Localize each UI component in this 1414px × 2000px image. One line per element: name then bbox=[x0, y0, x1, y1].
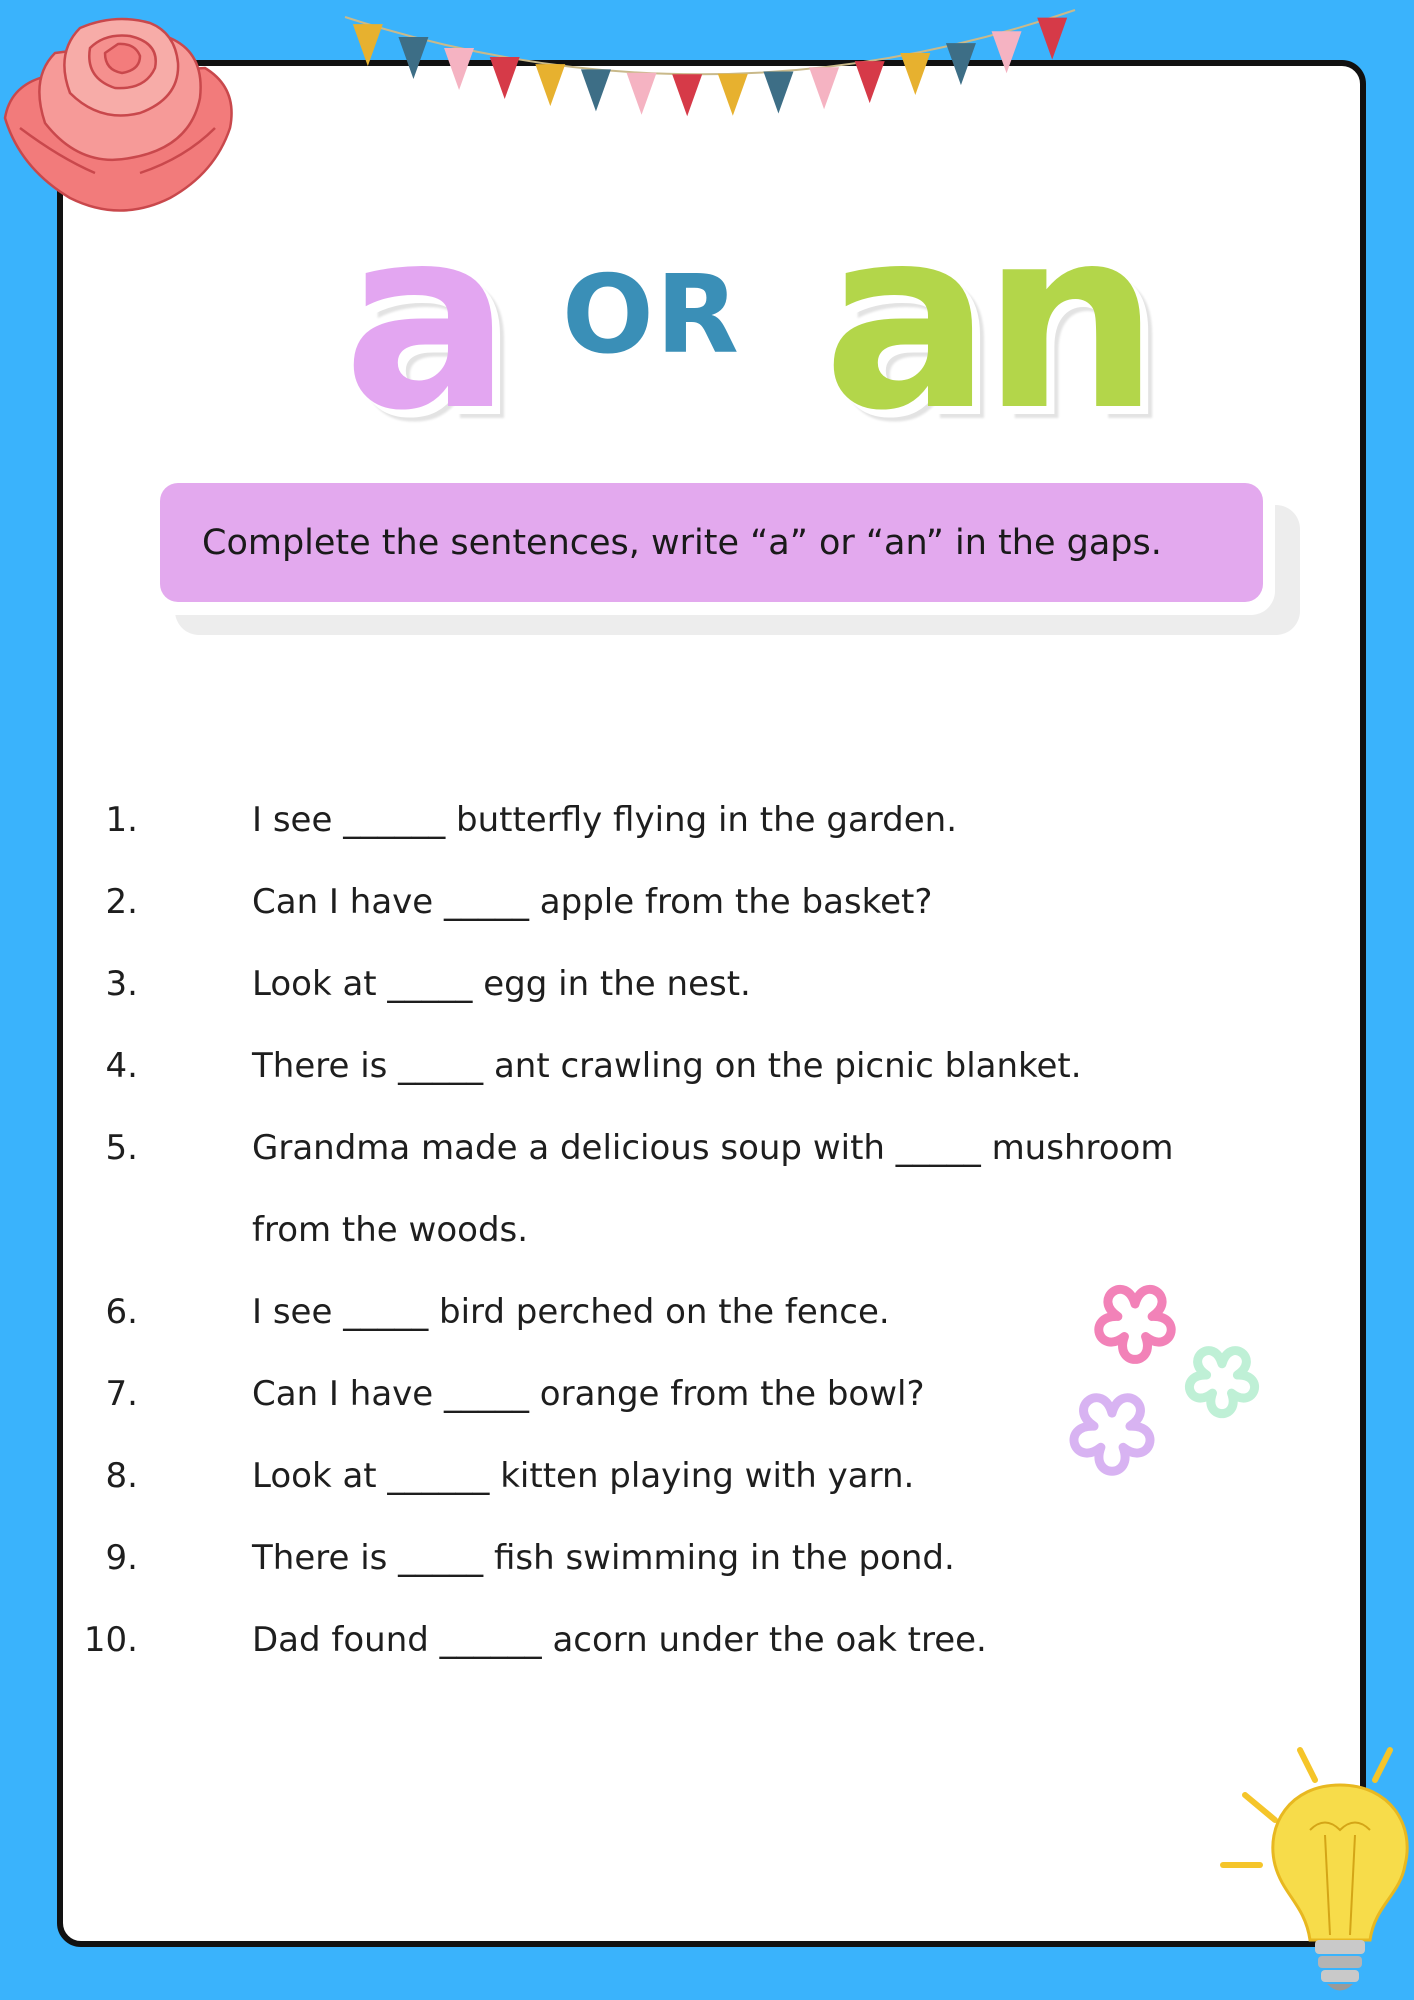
bunting-flag bbox=[490, 57, 520, 99]
item-number: 7. bbox=[105, 1374, 138, 1414]
bunting-flag bbox=[535, 64, 565, 106]
flower-outlines-icon bbox=[1060, 1270, 1260, 1490]
item-text-continued: from the woods. bbox=[252, 1210, 529, 1250]
flower-outline-icon bbox=[1074, 1398, 1150, 1472]
bunting-flag bbox=[809, 67, 839, 109]
bunting-flag bbox=[353, 24, 383, 66]
item-number: 3. bbox=[105, 964, 138, 1004]
item-number: 9. bbox=[105, 1538, 138, 1578]
bunting-flag bbox=[581, 69, 611, 111]
bunting-flag bbox=[627, 73, 657, 115]
bunting-flags bbox=[340, 5, 1080, 150]
item-text: Grandma made a delicious soup with _____ mushroom bbox=[252, 1128, 1174, 1168]
bunting-flag bbox=[946, 43, 976, 85]
item-number: 6. bbox=[105, 1292, 138, 1332]
title-word-a: a bbox=[343, 174, 512, 465]
bunting-flag bbox=[398, 37, 428, 79]
list-item bbox=[0, 964, 1300, 1046]
item-number: 1. bbox=[105, 800, 138, 840]
title-word-an: an bbox=[823, 174, 1150, 465]
list-item bbox=[0, 1538, 1300, 1620]
list-item bbox=[0, 882, 1300, 964]
item-text: Look at ______ kitten playing with yarn. bbox=[252, 1456, 915, 1496]
item-number: 5. bbox=[105, 1128, 138, 1168]
list-item bbox=[0, 1128, 1300, 1292]
lightbulb-icon bbox=[1215, 1735, 1414, 2000]
item-text: There is _____ fish swimming in the pond. bbox=[252, 1538, 955, 1578]
flower-outline-icon bbox=[1189, 1351, 1254, 1414]
item-number: 4. bbox=[105, 1046, 138, 1086]
title-word-or: OR bbox=[562, 253, 741, 378]
item-text: I see _____ bird perched on the fence. bbox=[252, 1292, 890, 1332]
item-number: 8. bbox=[105, 1456, 138, 1496]
bunting-flag bbox=[900, 53, 930, 95]
item-text: There is _____ ant crawling on the picnic blanket. bbox=[252, 1046, 1082, 1086]
bunting-flag bbox=[992, 31, 1022, 73]
item-text: Dad found ______ acorn under the oak tree. bbox=[252, 1620, 987, 1660]
bunting-flag bbox=[444, 48, 474, 90]
list-item bbox=[0, 1620, 1300, 1702]
item-text: Can I have _____ orange from the bowl? bbox=[252, 1374, 925, 1414]
list-item bbox=[0, 800, 1300, 882]
bunting-flag bbox=[763, 71, 793, 113]
rose-icon bbox=[0, 8, 240, 223]
instruction-box bbox=[160, 483, 1263, 602]
list-item bbox=[0, 1046, 1300, 1128]
bunting-flag bbox=[718, 74, 748, 116]
title-banner bbox=[0, 174, 1414, 465]
bunting-flag bbox=[855, 61, 885, 103]
flower-outline-icon bbox=[1099, 1289, 1171, 1359]
item-text: Can I have _____ apple from the basket? bbox=[252, 882, 933, 922]
item-number: 2. bbox=[105, 882, 138, 922]
bunting-flag bbox=[1037, 18, 1067, 60]
instruction-text: Complete the sentences, write “a” or “an” in the gaps. bbox=[202, 522, 1162, 563]
bunting-flag bbox=[672, 74, 702, 116]
item-number: 10. bbox=[83, 1620, 138, 1660]
item-text: Look at _____ egg in the nest. bbox=[252, 964, 751, 1004]
item-text: I see ______ butterfly flying in the garden. bbox=[252, 800, 958, 840]
